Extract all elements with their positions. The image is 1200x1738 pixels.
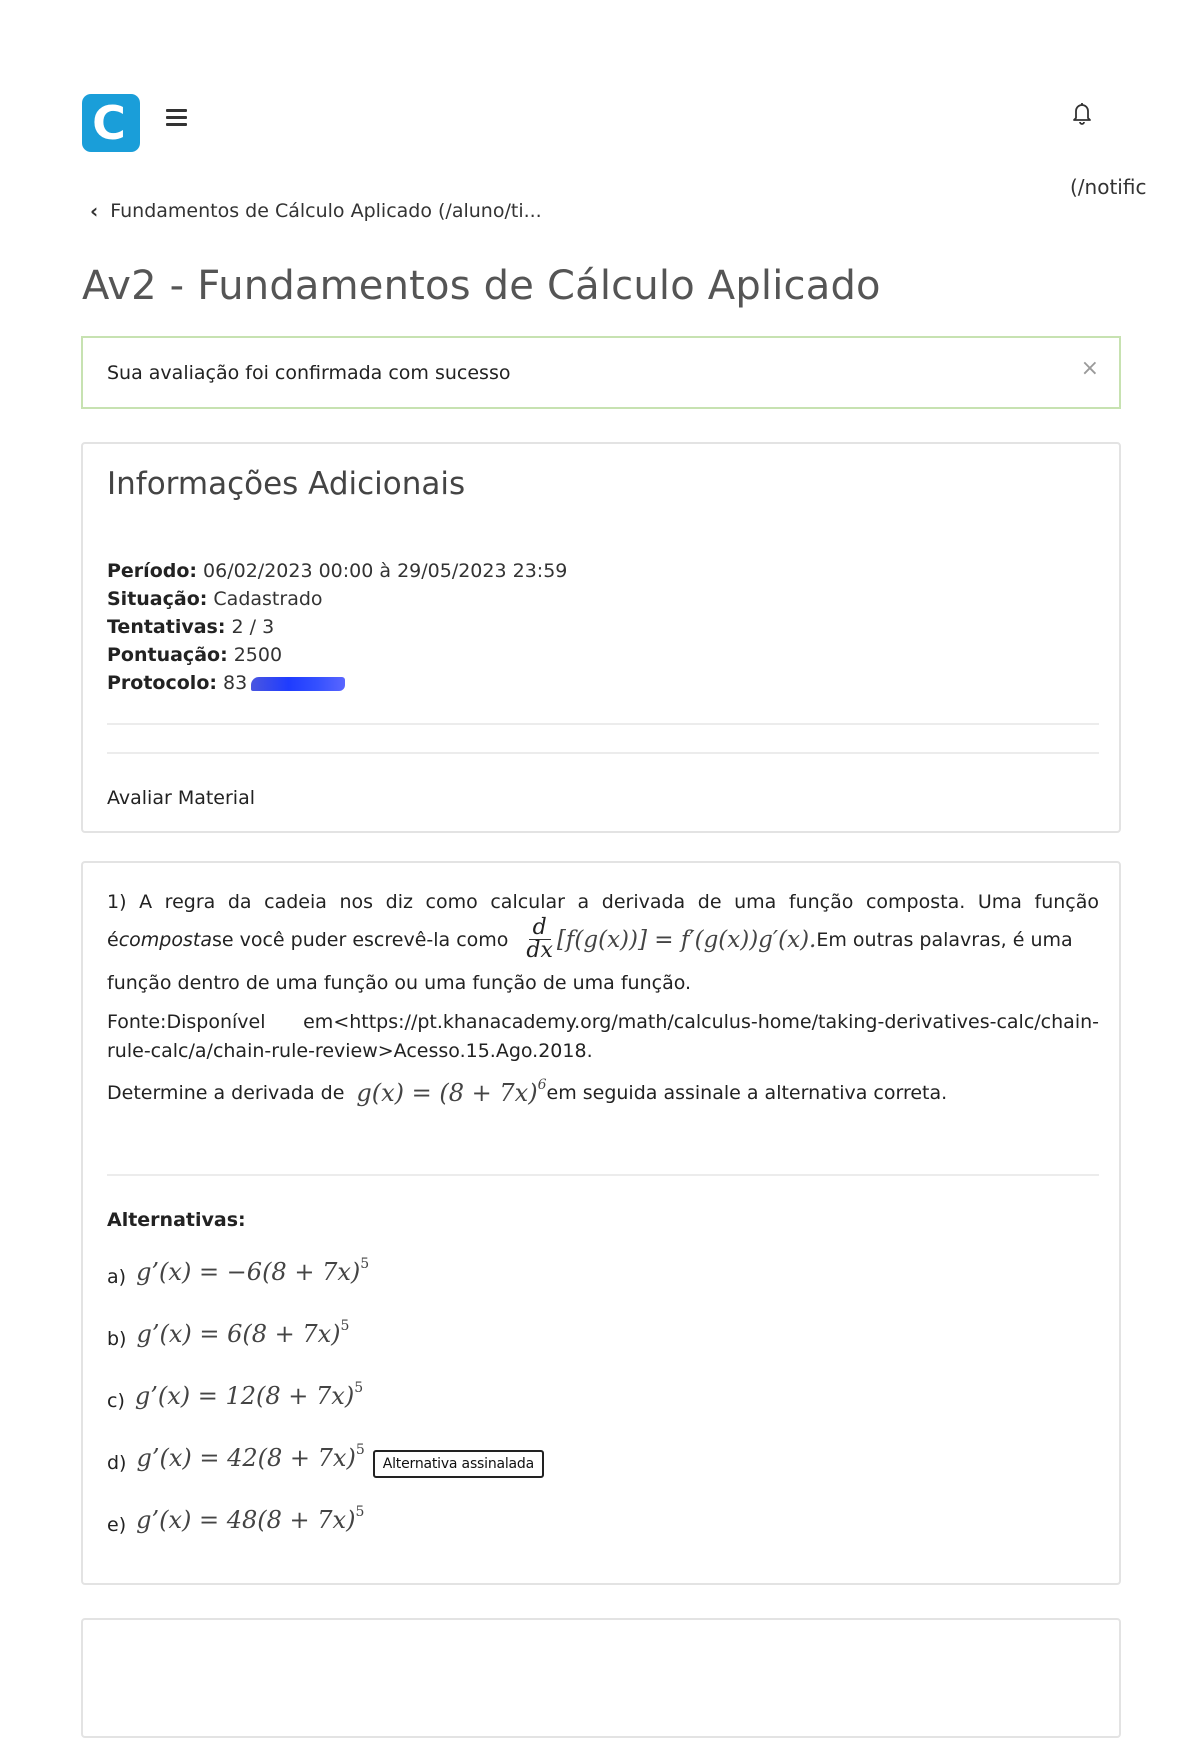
question-card — [81, 861, 1121, 1585]
alternative-exponent: 5 — [340, 1318, 350, 1334]
pontuacao-value: 2500 — [227, 644, 283, 666]
line2-mid: se você puder escrevê-la como — [211, 928, 509, 951]
brand-logo[interactable] — [82, 94, 140, 152]
question-line-2 — [107, 917, 1099, 962]
alternative-b[interactable] — [107, 1320, 349, 1348]
determine-line — [107, 1078, 1099, 1108]
chain-rule-formula: [f(g(x))] = f′(g(x))g′(x). — [556, 926, 817, 953]
alternative-letter: a) — [107, 1266, 127, 1288]
success-alert — [81, 336, 1121, 409]
notifications-link[interactable]: (/notific — [1070, 175, 1147, 199]
info-row-situacao — [107, 585, 567, 613]
divider — [107, 1174, 1099, 1176]
close-icon[interactable]: × — [1080, 356, 1099, 381]
pontuacao-label: Pontuação: — [107, 644, 228, 666]
info-card — [81, 442, 1121, 833]
alternative-e[interactable] — [107, 1506, 364, 1534]
line2-em: composta — [118, 928, 212, 951]
periodo-label: Período: — [107, 560, 197, 582]
alternative-expression — [136, 1320, 349, 1348]
alternative-expression-text: g’(x) = 48(8 + 7x) — [136, 1506, 356, 1534]
alternative-letter: b) — [107, 1328, 127, 1350]
line2-pre: é — [107, 928, 119, 951]
derivative-fraction — [526, 917, 553, 962]
alternative-expression — [136, 1258, 369, 1286]
determine-formula-text: g(x) = (8 + 7x) — [356, 1079, 538, 1107]
source-text: Fonte:Disponível em<https://pt.khanacademy.org/math/calculus-home/taking-derivatives-calc/chain-rule-calc/a/chain-rule-review>Acesso.15.Ago.2018. — [107, 1011, 1099, 1062]
info-row-pontuacao — [107, 641, 567, 669]
logo-letter: C — [92, 96, 126, 150]
hamburger-menu-icon[interactable] — [166, 109, 187, 127]
tentativas-value: 2 / 3 — [225, 616, 275, 638]
redaction-mark — [251, 677, 345, 691]
protocolo-label: Protocolo: — [107, 672, 217, 694]
alternative-exponent: 5 — [355, 1442, 365, 1458]
breadcrumb-label: Fundamentos de Cálculo Aplicado (/aluno/ti... — [110, 200, 542, 222]
alternative-exponent: 5 — [354, 1380, 364, 1396]
alternative-a[interactable] — [107, 1258, 369, 1286]
info-heading: Informações Adicionais — [107, 466, 466, 502]
next-question-card — [81, 1618, 1121, 1738]
frac-numerator: d — [529, 917, 551, 940]
divider — [107, 752, 1099, 754]
info-row-tentativas — [107, 613, 567, 641]
question-line-3: função dentro de uma função ou uma função de uma função. — [107, 972, 692, 994]
alternative-letter: c) — [107, 1390, 125, 1412]
alternative-letter: e) — [107, 1514, 127, 1536]
alternative-exponent: 5 — [355, 1504, 365, 1520]
alternative-expression-text: g’(x) = −6(8 + 7x) — [136, 1258, 361, 1286]
info-row-periodo — [107, 557, 567, 585]
alternative-expression-text: g’(x) = 12(8 + 7x) — [134, 1382, 355, 1410]
avaliar-material-link[interactable]: Avaliar Material — [107, 787, 256, 809]
alternative-d[interactable] — [107, 1444, 544, 1472]
breadcrumb[interactable] — [90, 199, 542, 223]
situacao-label: Situação: — [107, 588, 208, 610]
question-body — [107, 887, 1099, 1108]
info-row-protocolo — [107, 669, 567, 697]
alternative-exponent: 5 — [360, 1256, 370, 1272]
frac-denominator: dx — [526, 938, 553, 963]
alternative-c[interactable] — [107, 1382, 363, 1410]
divider — [107, 723, 1099, 725]
tentativas-label: Tentativas: — [107, 616, 226, 638]
alternative-expression — [136, 1444, 364, 1472]
question-line-1: 1) A regra da cadeia nos diz como calcular a derivada de uma função composta. Uma função — [107, 891, 1099, 913]
alternative-letter: d) — [107, 1452, 127, 1474]
alternatives-title: Alternativas: — [107, 1209, 246, 1231]
page-title: Av2 - Fundamentos de Cálculo Aplicado — [82, 263, 881, 309]
bell-icon[interactable] — [1070, 100, 1094, 126]
determine-pre: Determine a derivada de — [107, 1082, 345, 1104]
alternative-expression-text: g’(x) = 6(8 + 7x) — [136, 1320, 341, 1348]
protocolo-value: 83 — [216, 672, 248, 694]
determine-formula — [356, 1078, 546, 1108]
determine-post: em seguida assinale a alternativa correta. — [546, 1082, 948, 1104]
alert-message: Sua avaliação foi confirmada com sucesso — [107, 362, 511, 384]
determine-exponent: 6 — [537, 1077, 547, 1093]
info-list — [107, 557, 567, 697]
alternative-expression-text: g’(x) = 42(8 + 7x) — [136, 1444, 356, 1472]
periodo-value: 06/02/2023 00:00 à 29/05/2023 23:59 — [197, 560, 568, 582]
selected-alternative-badge: Alternativa assinalada — [373, 1450, 544, 1478]
alternative-expression — [136, 1506, 364, 1534]
situacao-value: Cadastrado — [207, 588, 323, 610]
chevron-left-icon: ‹ — [90, 199, 99, 223]
line2-post: Em outras palavras, é uma — [816, 928, 1073, 951]
alternative-expression — [135, 1382, 363, 1410]
